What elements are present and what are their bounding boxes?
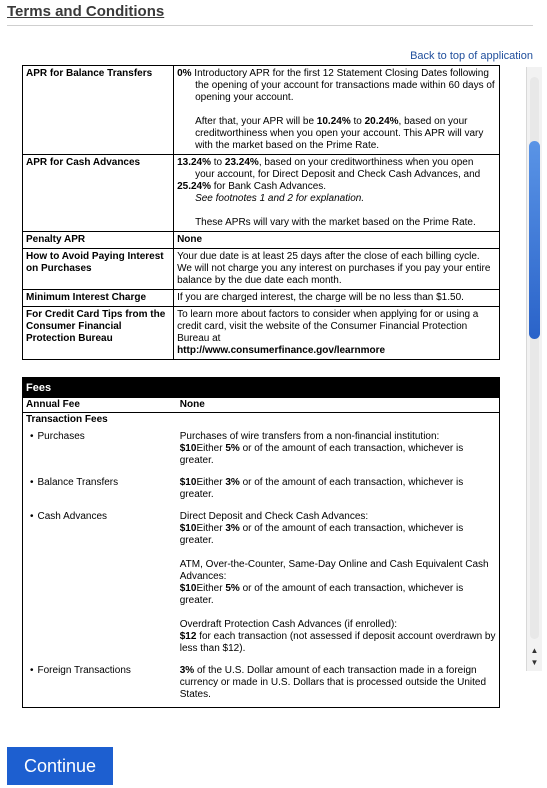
interest-rates-table [22,65,500,360]
text: your account, for Direct Deposit and Check Cash Advances, and [195,169,481,180]
bold-text: 20.24% [364,116,399,127]
text: the opening of your account for transactions made within 60 days of [195,80,495,91]
fee-label-text: • Balance Transfers [30,477,118,488]
scroll-down-arrow-icon[interactable]: ▼ [530,658,539,667]
terms-scroll-frame[interactable] [8,67,542,700]
annual-fee-row [23,398,500,413]
cell-line [180,523,496,535]
text: Either [196,583,226,594]
cell-line [180,559,496,571]
text: Overdraft Protection Cash Advances (if enrolled): [179,619,398,630]
text: To learn more about factors to consider when applying for or using a [177,309,479,320]
bold-text: 3% [179,665,195,676]
bold-text: 25.24% [177,181,211,192]
cell-line [180,571,496,583]
fee-label [23,473,177,507]
transaction-fees-row [23,413,500,428]
bold-text: $10 [179,477,197,488]
text: or [239,583,255,594]
bold-text: 10.24% [316,116,351,127]
cell-line [177,205,496,217]
text: Either [196,477,226,488]
text: currency or made in U.S. Dollars that is processed outside the United [179,677,487,688]
text: , based on your creditworthiness when you open [258,157,474,168]
bold-text: 13.24% [177,157,211,168]
cell-line [180,677,496,689]
fee-value [177,427,500,473]
text: to [350,116,365,127]
cell-line [180,489,496,501]
cell-line [180,431,496,443]
cell-line [180,535,496,547]
cell-line [180,607,496,619]
cell-line [177,116,496,128]
text: Purchases of wire transfers from a non-financial institution: [179,431,440,442]
rate-label: APR for Balance Transfers [23,66,174,155]
cell-line [180,595,496,607]
rate-row [23,249,500,290]
cell-line [177,68,496,80]
vertical-scrollbar[interactable] [526,67,542,671]
cell-line [180,455,496,467]
rate-value [174,290,500,307]
cell-line [177,181,496,193]
text: opening your account. [195,92,294,103]
text: creditworthiness when you open your account. This APR will vary [195,128,484,139]
rate-label: How to Avoid Paying Interest on Purchases [23,249,174,290]
cell-line [177,263,496,275]
cell-line [180,547,496,559]
text: After that, your APR will be [195,116,317,127]
rate-row [23,307,500,360]
terms-scroll-content [8,67,527,700]
text: greater. [179,535,214,546]
cell-line [177,92,496,104]
fee-value [177,507,500,661]
cell-line [177,309,496,321]
text: or [239,477,255,488]
text: If you are charged interest, the charge will be no less than $1.50. [177,292,464,303]
rate-label: Minimum Interest Charge [23,290,174,307]
text: of the U.S. Dollar amount of each transaction made in a foreign [194,665,477,676]
text: greater. [179,455,214,466]
bold-text: 23.24% [224,157,259,168]
continue-button[interactable]: Continue [7,747,113,785]
text: balance by the due date each month. [177,275,342,286]
fee-row [23,661,500,708]
text: States. [179,689,211,700]
text: ATM, Over-the-Counter, Same-Day Online and Cash Equivalent Cash [179,559,489,570]
text: with the market based on the Prime Rate. [195,140,380,151]
rate-label: Penalty APR [23,232,174,249]
rate-label: APR for Cash Advances [23,155,174,232]
cell-line [177,333,496,345]
page-title: Terms and Conditions [7,3,165,20]
fee-label [23,507,177,661]
rate-row [23,290,500,307]
scrollbar-thumb[interactable] [529,141,540,339]
cell-line [177,169,496,181]
cell-line [177,80,496,92]
cell-line [177,157,496,169]
rate-label: For Credit Card Tips from the Consumer Financial Protection Bureau [23,307,174,360]
bold-text: http://www.consumerfinance.gov/learnmore [177,345,386,356]
rate-row [23,232,500,249]
bold-text: 5% [225,583,240,594]
bold-text: $10 [179,583,197,594]
fee-row [23,507,500,661]
cell-line [180,477,496,489]
bold-text: $12 [179,631,197,642]
cell-line [177,251,496,263]
rate-value [174,155,500,232]
fee-row [23,427,500,473]
cell-line [177,234,496,246]
cell-line [177,292,496,304]
text: of the amount of each transaction, whichever is [254,443,464,454]
title-divider [7,25,533,26]
fees-table [22,377,500,708]
fee-label-text: • Purchases [30,431,85,442]
cell-line [177,275,496,287]
cell-line [180,511,496,523]
cell-line [177,193,496,205]
cell-line [180,583,496,595]
text: , based on your [398,116,468,127]
fee-label [23,427,177,473]
text: of the amount of each transaction, whichever is [254,583,464,594]
text: credit card, visit the website of the Consumer Financial Protection [177,321,468,332]
cell-line [180,689,496,701]
fee-label [23,661,177,708]
bold-text: $10 [179,523,197,534]
bold-text: 3% [225,477,240,488]
text: or [239,523,255,534]
fee-value [177,473,500,507]
text: to [211,157,225,168]
text: Introductory APR for the first 12 Statement Closing Dates following [191,68,489,79]
text: for each transaction (not assessed if deposit account overdrawn by [196,631,496,642]
cell-line [177,217,496,229]
text: Either [196,443,226,454]
cell-line [180,665,496,677]
text: of the amount of each transaction, whichever is [254,477,464,488]
transaction-fees-value [177,413,500,428]
text: Your due date is at least 25 days after the close of each billing cycle. [177,251,480,262]
rate-value [174,249,500,290]
cell-line [177,128,496,140]
cell-line [177,140,496,152]
rate-row [23,66,500,155]
bold-text: None [177,234,203,245]
annual-fee-value: None [177,398,500,413]
cell-line [177,321,496,333]
text: Either [196,523,226,534]
text: See footnotes 1 and 2 for explanation. [195,193,365,204]
rate-value [174,232,500,249]
text: greater. [179,595,214,606]
annual-fee-label: Annual Fee [23,398,177,413]
text: These APRs will vary with the market based on the Prime Rate. [195,217,476,228]
text: or [239,443,255,454]
scroll-up-arrow-icon[interactable]: ▲ [530,646,539,655]
bold-text: 3% [225,523,240,534]
fee-label-text: • Cash Advances [30,511,107,522]
text: less than $12). [179,643,246,654]
text: of the amount of each transaction, whichever is [254,523,464,534]
text: greater. [179,489,214,500]
fee-value [177,661,500,708]
rate-row [23,155,500,232]
cell-line [180,643,496,655]
cell-line [177,345,496,357]
cell-line [180,631,496,643]
cell-line [180,619,496,631]
cell-line [180,443,496,455]
rate-value [174,307,500,360]
text: Advances: [179,571,227,582]
rate-value [174,66,500,155]
fees-header-row [23,378,500,399]
text: for Bank Cash Advances. [211,181,327,192]
text: Direct Deposit and Check Cash Advances: [179,511,369,522]
bold-text: $10 [179,443,197,454]
fee-row [23,473,500,507]
bold-text: 0% [177,68,192,79]
fee-label-text: • Foreign Transactions [30,665,131,676]
transaction-fees-label: Transaction Fees [26,414,108,425]
back-to-top-link[interactable]: Back to top of application [410,50,533,62]
text: We will not charge you any interest on purchases if you pay your entire [177,263,491,274]
fees-header: Fees [23,378,500,399]
cell-line [177,104,496,116]
bold-text: 5% [225,443,240,454]
text: Bureau at [177,333,221,344]
